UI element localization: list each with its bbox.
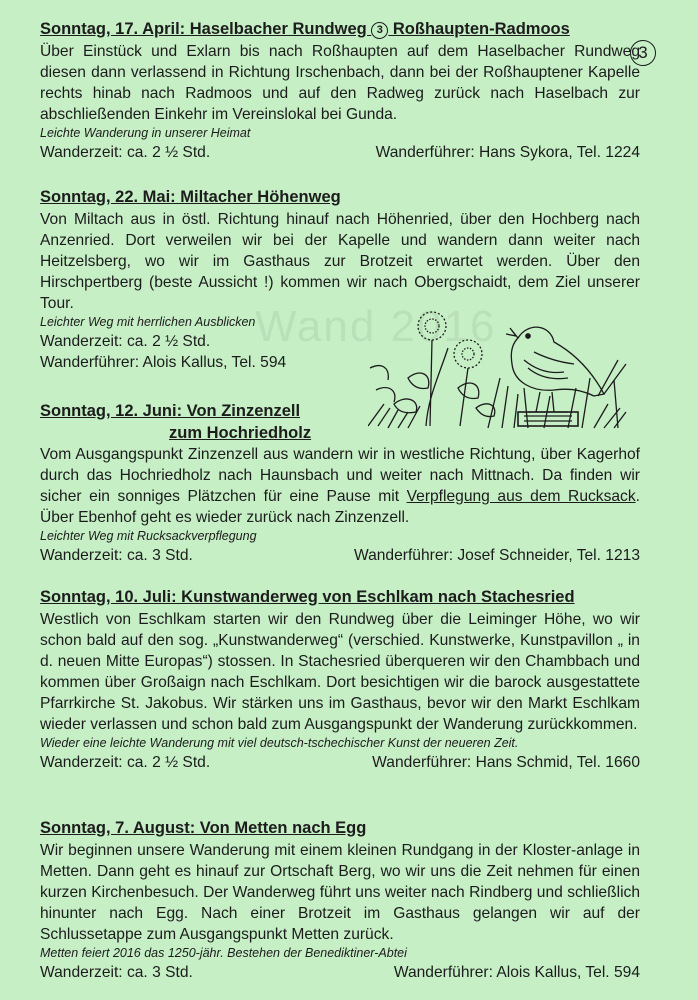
- walking-time: Wanderzeit: ca. 3 Std.: [40, 547, 193, 564]
- event-description: Vom Ausgangspunkt Zinzenzell aus wandern wir in westliche Richtung, über Kagerhof durch das Hochriedholz nach Haunsbach und weiter nach Mittnach. Da finden wir sicher ein sonniges Plätzchen für eine Pause mit Verpflegung aus dem Rucksack. Über Ebenhof geht es wieder zurück nach Zinzenzell.: [40, 446, 640, 526]
- event-meta: [40, 962, 640, 983]
- event-note: Wieder eine leichte Wanderung mit viel deutsch-tschechischer Kunst der neueren Zeit.: [40, 736, 519, 750]
- event-heading: Sonntag, 7. August: Von Metten nach Egg: [40, 819, 367, 837]
- event-heading: Sonntag, 22. Mai: Miltacher Höhenweg: [40, 188, 341, 206]
- event-heading: Sonntag, 12. Juni: Von Zinzenzell: [40, 402, 301, 420]
- event-10-juli: [40, 586, 640, 773]
- event-note: Leichter Weg mit herrlichen Ausblicken: [40, 315, 256, 329]
- event-meta: [40, 545, 640, 566]
- event-meta: [40, 142, 640, 163]
- walking-time: Wanderzeit: ca. 2 ½ Std.: [40, 754, 211, 771]
- tour-guide: Wanderführer: Hans Schmid, Tel. 1660: [372, 754, 640, 771]
- event-description: Westlich von Eschlkam starten wir den Rundweg über die Leiminger Höhe, wo wir schon bald auf den sog. „Kunstwanderweg“ (verschied. Kunstwerke, Kunstpavillon „ in d. neuen Mitte Europas“) stossen. In Stachesried überqueren wir den Chambbach und kommen über Großaign nach Eschlkam. Dort besichtigen wir die barock ausgestattete Pfarrkirche St. Jakobus. Wir stärken uns im Gasthaus, bevor wir den Markt Eschlkam wieder verlassen und schon bald zum Ausgangspunkt der Wanderung zurückkommen.: [40, 611, 640, 733]
- event-17-april: [40, 18, 640, 163]
- event-heading: Sonntag, 10. Juli: Kunstwanderweg von Eschlkam nach Stachesried: [40, 588, 575, 606]
- event-note: Leichte Wanderung in unserer Heimat: [40, 126, 251, 140]
- tour-guide: Wanderführer: Josef Schneider, Tel. 1213: [353, 547, 640, 564]
- event-description: Wir beginnen unsere Wanderung mit einem kleinen Rundgang in der Kloster-anlage in Metten. Dann geht es hinauf zur Ortschaft Berg, wo wir uns die Zeit nehmen für einen kurzen Kirchenbesuch. Der Wanderweg führt uns weiter nach Rindberg und schließlich hinunter nach Egg. Nach einer Brotzeit im Gasthaus gelangen wir auf der Schlussetappe zum Ausgangspunkt Metten zurück.: [40, 842, 640, 943]
- event-note: Leichter Weg mit Rucksackverpflegung: [40, 529, 257, 543]
- event-note: Metten feiert 2016 das 1250-jähr. Bestehen der Benediktiner-Abtei: [40, 946, 407, 960]
- event-description: Von Miltach aus in östl. Richtung hinauf nach Höhenried, über den Hochberg nach Anzenried. Dort verweilen wir bei der Kapelle und wandern dann weiter nach Heitzelsberg, wo wir im Gasthaus zur Brotzeit erwartet werden. Über den Hirschpertberg (beste Aussicht !) kommen wir nach Obergschaidt, dem Ziel unserer Tour.: [40, 211, 640, 312]
- provisions-link-text: Verpflegung aus dem Rucksack: [406, 488, 636, 505]
- event-heading-line2: zum Hochriedholz: [169, 424, 312, 442]
- event-description: Über Einstück und Exlarn bis nach Roßhaupten auf dem Haselbacher Rundweg diesen dann verlassend in Richtung Irschenbach, dann bei der Roßhauptener Kapelle rechts hinab nach Radmoos und auf den Radweg zurück nach Haselbach zur abschließenden Einkehr im Vereinslokal bei Gunda.: [40, 43, 640, 123]
- walking-time: Wanderzeit: ca. 2 ½ Std.: [40, 144, 211, 161]
- margin-circled-number-3: 3: [630, 40, 656, 66]
- event-7-august: [40, 817, 640, 983]
- background-watermark: Wand 2016: [255, 302, 497, 351]
- event-12-juni: [40, 400, 640, 566]
- circled-number-3: 3: [371, 22, 388, 39]
- event-meta: [40, 752, 640, 773]
- walking-time: Wanderzeit: ca. 3 Std.: [40, 964, 193, 981]
- walking-time: Wanderzeit: ca. 2 ½ Std.: [40, 333, 211, 350]
- tour-guide: Wanderführer: Alois Kallus, Tel. 594: [40, 354, 287, 371]
- event-heading: Sonntag, 17. April: Haselbacher Rundweg 3 Roßhaupten-Radmoos: [40, 20, 570, 38]
- tour-guide: Wanderführer: Alois Kallus, Tel. 594: [393, 964, 640, 981]
- tour-guide: Wanderführer: Hans Sykora, Tel. 1224: [375, 144, 640, 161]
